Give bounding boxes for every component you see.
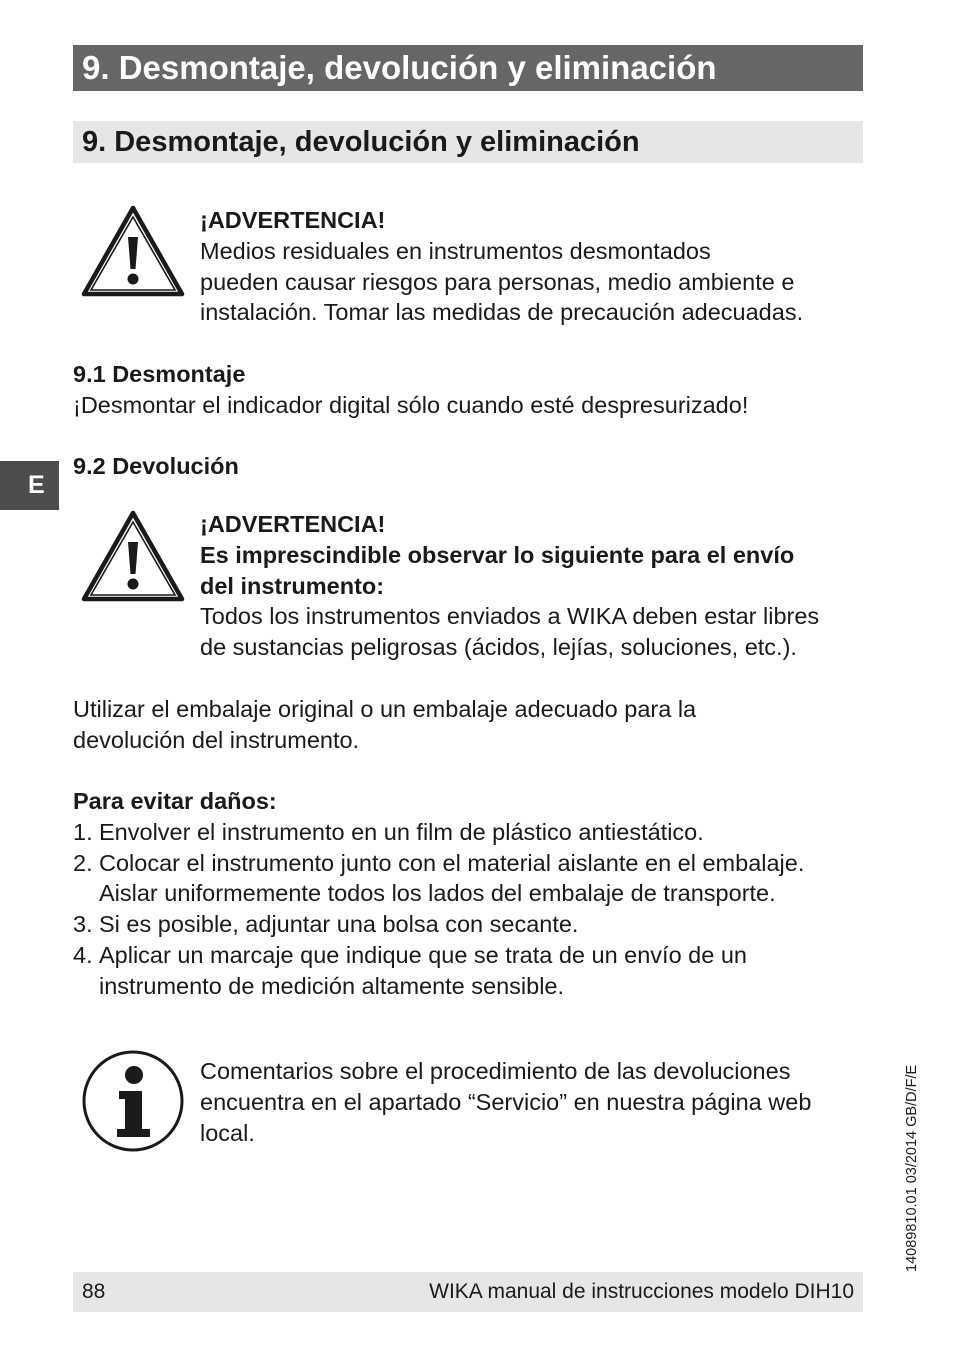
warning-text-line: pueden causar riesgos para personas, medio ambiente e [200, 269, 795, 295]
footer [73, 1272, 863, 1312]
list-item [73, 817, 704, 848]
damage-heading: Para evitar daños: [73, 788, 277, 814]
packaging-text-line: Utilizar el embalaje original o un embalaje adecuado para la [73, 696, 697, 722]
page-number: 88 [82, 1280, 106, 1303]
language-tab: E [0, 461, 59, 510]
list-item-continuation: Aislar uniformemente todos los lados del embalaje de transporte. [99, 880, 776, 906]
list-item-continuation: instrumento de medición altamente sensible. [99, 973, 565, 999]
list-number: 2. [73, 850, 93, 876]
subsection-heading-desmontaje: 9.1 Desmontaje [73, 361, 246, 387]
warning-text-line: instalación. Tomar las medidas de precaución adecuadas. [200, 299, 804, 325]
document-code: 14089810.01 03/2014 GB/D/F/E [904, 1064, 920, 1272]
warning-triangle-icon [81, 510, 185, 602]
list-text: Si es posible, adjuntar una bolsa con secante. [99, 911, 579, 937]
warning-text-line: de sustancias peligrosas (ácidos, lejías, soluciones, etc.). [200, 634, 797, 660]
list-text: Aplicar un marcaje que indique que se trata de un envío de un [99, 942, 747, 968]
warning-bold-line: del instrumento: [200, 573, 385, 599]
section-title: 9. Desmontaje, devolución y eliminación [73, 121, 863, 163]
list-number: 3. [73, 911, 93, 937]
info-icon [81, 1049, 185, 1153]
info-text-line: Comentarios sobre el procedimiento de las devoluciones [200, 1058, 791, 1084]
list-item [73, 909, 578, 940]
list-text: Envolver el instrumento en un film de plástico antiestático. [99, 819, 704, 845]
list-item [73, 848, 804, 879]
packaging-text-line: devolución del instrumento. [73, 727, 360, 753]
list-text: Colocar el instrumento junto con el material aislante en el embalaje. [99, 850, 805, 876]
list-item [73, 940, 747, 971]
subsection-heading-devolucion: 9.2 Devolución [73, 453, 239, 479]
chapter-title: 9. Desmontaje, devolución y eliminación [73, 45, 863, 91]
warning-triangle-icon [81, 205, 185, 297]
list-number: 1. [73, 819, 93, 845]
warning-text-line: Medios residuales en instrumentos desmontados [200, 238, 711, 264]
info-text-line: local. [200, 1120, 255, 1146]
footer-title: WIKA manual de instrucciones modelo DIH10 [429, 1280, 854, 1303]
warning-bold-line: Es imprescindible observar lo siguiente para el envío [200, 542, 795, 568]
warning-heading: ¡ADVERTENCIA! [200, 207, 386, 233]
warning-heading: ¡ADVERTENCIA! [200, 511, 386, 537]
warning-text-line: Todos los instrumentos enviados a WIKA deben estar libres [200, 603, 820, 629]
list-number: 4. [73, 942, 93, 968]
info-text-line: encuentra en el apartado “Servicio” en nuestra página web [200, 1089, 812, 1115]
desmontaje-text: ¡Desmontar el indicador digital sólo cuando esté despresurizado! [73, 392, 749, 418]
